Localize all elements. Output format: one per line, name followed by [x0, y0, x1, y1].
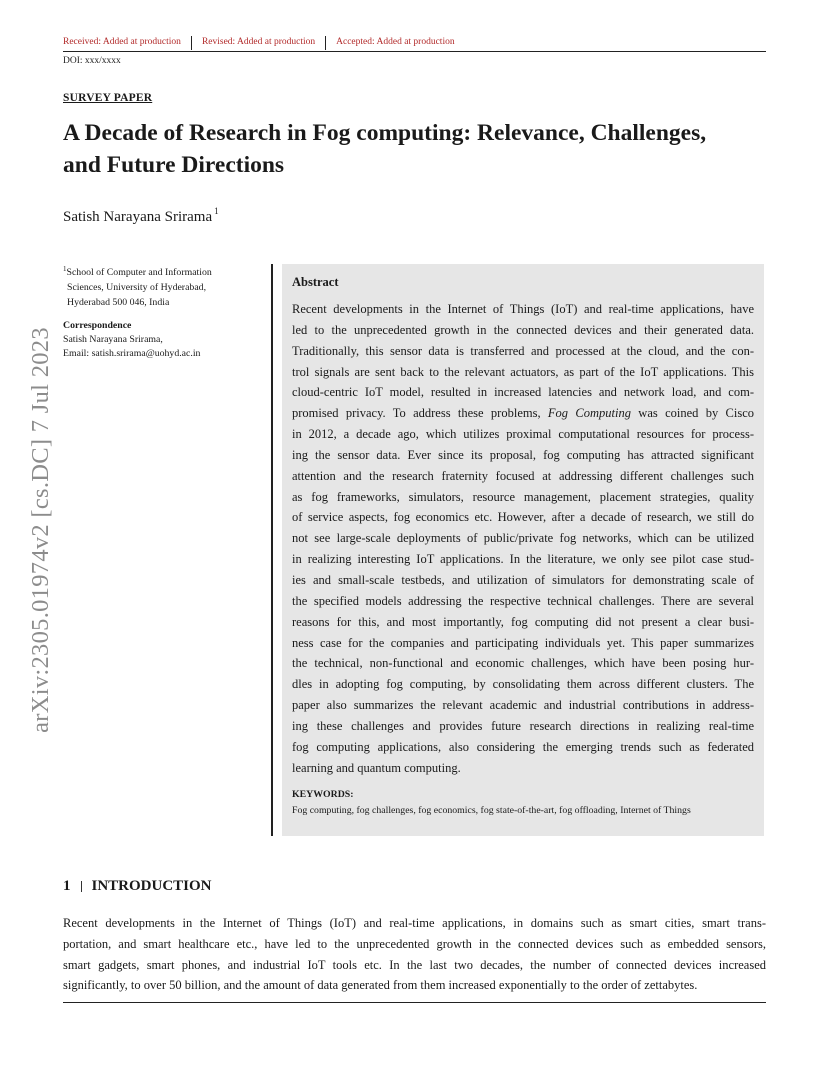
abstract-line: led to the unprecedented growth in the connected devices and their generated data. — [292, 322, 754, 337]
section-title: INTRODUCTION — [91, 878, 212, 894]
keywords-text: Fog computing, fog challenges, fog economics, fog state-of-the-art, fog offloading, Internet of Things — [292, 805, 691, 816]
abstract-line: trol signals are sent back to the relevant actuators, as part of the IoT applications. This — [292, 364, 754, 379]
paper-title — [63, 117, 763, 181]
affiliation-text-1: School of Computer and Information — [66, 267, 212, 278]
affiliation-line-1 — [63, 262, 263, 280]
arxiv-sidebar — [21, 295, 61, 765]
abstract-heading: Abstract — [292, 275, 339, 289]
revised-date: Revised: Added at production — [191, 36, 325, 50]
arxiv-identifier: arXiv:2305.01974v2 [cs.DC] 7 Jul 2023 — [27, 327, 54, 733]
intro-line: smart gadgets, smart phones, and industrial IoT tools etc. In the last two decades, the number of connected devices increased — [63, 957, 766, 972]
title-line-1: A Decade of Research in Fog computing: Relevance, Challenges, — [63, 120, 707, 146]
section-heading-introduction — [63, 878, 212, 895]
abstract-line: Traditionally, this sensor data is transferred and processed at the cloud, and the con- — [292, 343, 754, 358]
abstract-line: learning and quantum computing. — [292, 760, 461, 775]
affiliation-line-2: Sciences, University of Hyderabad, — [67, 282, 207, 294]
received-date: Received: Added at production — [63, 37, 181, 47]
title-line-2: and Future Directions — [63, 152, 285, 178]
publication-dates-header — [63, 36, 766, 52]
affiliation — [63, 262, 263, 311]
abstract-line: the technical, non-functional and economic challenges, which have been posing hur- — [292, 656, 754, 671]
abstract-body — [292, 299, 754, 778]
intro-line: significantly, to over 50 billion, and the amount of data generated from them increased exponentially to the order of zettabytes. — [63, 978, 698, 993]
section-number: 1 — [63, 878, 71, 894]
abstract-line: in 2012, a decade ago, which utilizes proximal computational resources for process- — [292, 427, 754, 442]
author — [63, 206, 219, 226]
abstract-line: ness case for the companies and participating individuals yet. This paper summarizes — [292, 635, 754, 650]
keywords-heading: KEYWORDS: — [292, 789, 354, 800]
abstract-line: attention and the research fraternity focused at addressing different challenges such — [292, 468, 754, 483]
abstract-line: the specified models addressing the respective technical challenges. There are several — [292, 593, 754, 608]
abstract-line: fog computing applications, also considering the emerging trends such as federated — [292, 739, 754, 754]
abstract-line: ing the sensor data. Ever since its proposal, fog computing has attracted significant — [292, 447, 754, 462]
correspondence-name: Satish Narayana Srirama, — [63, 334, 163, 345]
affiliation-line-3: Hyderabad 500 046, India — [67, 297, 170, 309]
section-separator — [81, 881, 82, 892]
abstract-line — [292, 403, 754, 424]
abstract-line-end: was coined by Cisco — [638, 406, 755, 421]
abstract-box — [282, 264, 764, 836]
affiliation-mark: 1 — [63, 265, 67, 273]
abstract-line-start: promised privacy. To address these problems, — [292, 406, 541, 421]
abstract-line: reasons for this, and most importantly, fog computing did not present a clear busi- — [292, 614, 754, 629]
abstract-line: in realizing interesting IoT applications. In the literature, we only see pilot case stud- — [292, 552, 754, 567]
abstract-line: Recent developments in the Internet of Things (IoT) and real-time applications, have — [292, 302, 754, 316]
abstract-line: cloud-centric IoT model, resulted in increased latencies and network load, and com- — [292, 385, 754, 400]
abstract-line: ies and small-scale testbeds, and utilization of simulators for demonstrating scale of — [292, 572, 754, 587]
abstract-line: ing these challenges and provides future research directions in realizing real-time — [292, 718, 754, 733]
intro-line: portation, and smart healthcare etc., have led to the unprecedented growth in the connected devices such as embedded sensors, — [63, 936, 766, 951]
footnote-rule — [63, 1002, 766, 1003]
author-affiliation-mark: 1 — [214, 206, 219, 216]
abstract-line: not see large-scale deployments of public/private fog networks, which can be utilized — [292, 531, 754, 546]
abstract-line: paper also summarizes the relevant academic and industrial contributions in address- — [292, 698, 754, 713]
doi: DOI: xxx/xxxx — [63, 56, 121, 66]
abstract-line: dles in adopting fog computing, by consolidating them across different clusters. The — [292, 677, 754, 692]
fog-computing-term: Fog Computing — [547, 406, 631, 421]
correspondence — [63, 319, 263, 361]
author-name: Satish Narayana Srirama — [63, 209, 213, 225]
intro-line: Recent developments in the Internet of Things (IoT) and real-time applications, in domains such as smart cities, smart trans- — [63, 916, 766, 930]
correspondence-email: Email: satish.srirama@uohyd.ac.in — [63, 348, 201, 359]
introduction-paragraph — [63, 913, 766, 996]
abstract-rule — [271, 264, 273, 836]
abstract-line: as fog frameworks, simulators, resource management, placement strategies, quality — [292, 489, 754, 504]
correspondence-heading: Correspondence — [63, 320, 132, 331]
paper-type: SURVEY PAPER — [63, 92, 153, 104]
accepted-date: Accepted: Added at production — [325, 36, 464, 50]
abstract-line: of service aspects, fog economics etc. However, after a decade of research, we still do — [292, 510, 754, 525]
